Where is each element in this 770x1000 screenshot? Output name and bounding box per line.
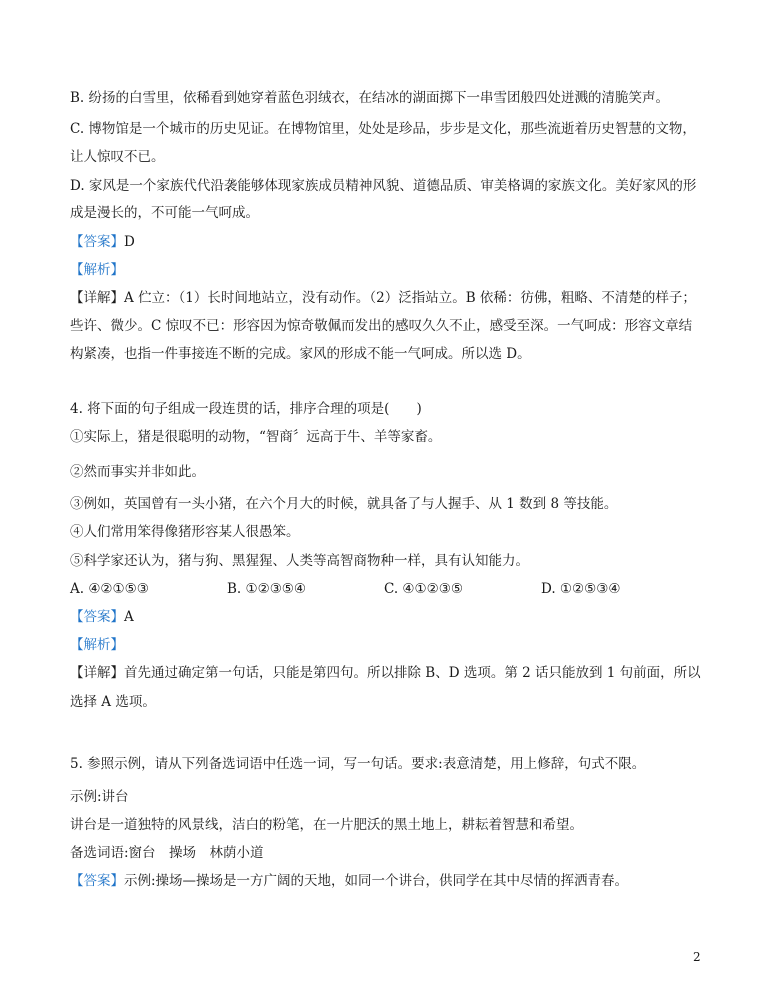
- q4-detail-line1: [70, 663, 710, 683]
- q3-detail-line2: 些许、微少。C 惊叹不已：形容因为惊奇敬佩而发出的感叹久久不止，感受至深。一气呵成：形容文章结: [70, 318, 693, 334]
- q4-sentence-1: ①实际上，猪是很聪明的动物，“智商〞远高于牛、羊等家畜。: [70, 429, 442, 445]
- q3-option-d-line2: 成是漫长的，不可能一气呵成。: [70, 205, 259, 221]
- q4-sentence-2: ②然而事实并非如此。: [70, 464, 205, 480]
- q4-analysis: [70, 635, 710, 655]
- q4-sentence-4: ④人们常用笨得像猪形容某人很愚笨。: [70, 524, 300, 540]
- q5-example-label: 示例:讲台: [70, 789, 129, 805]
- q4-option-c: C. ④①②③⑤: [384, 581, 463, 597]
- detail-text: 首先通过确定第一句话，只能是第四句。所以排除 B、D 选项。第 2 话只能放到 1 句前面，所以: [124, 665, 701, 681]
- q3-analysis: [70, 260, 710, 280]
- answer-tag: 【答案】: [70, 609, 124, 625]
- q4-stem: 4. 将下面的句子组成一段连贯的话，排序合理的项是( ): [70, 401, 422, 417]
- q4-answer: [70, 607, 710, 627]
- q4-option-b: B. ①②③⑤④: [227, 581, 307, 597]
- q3-detail-line3: 构紧凑，也指一件事接连不断的完成。家风的形成不能一气呵成。所以选 D。: [70, 346, 531, 362]
- q4-option-d: D. ①②⑤③④: [541, 581, 621, 597]
- q5-example-text: 讲台是一道独特的风景线，洁白的粉笔，在一片肥沃的黑土地上，耕耘着智慧和希望。: [70, 817, 583, 833]
- q4-option-a: A. ④②①⑤③: [70, 581, 149, 597]
- detail-tag: 【详解】: [70, 665, 124, 681]
- q3-option-b: B. 纷扬的白雪里，依稀看到她穿着蓝色羽绒衣，在结冰的湖面掷下一串雪团般四处迸溅的清脆笑声。: [70, 90, 670, 106]
- q3-detail-line1: [70, 288, 710, 308]
- q5-stem: 5. 参照示例，请从下列备选词语中任选一词，写一句话。要求:表意清楚，用上修辞，句式不限。: [70, 756, 646, 772]
- analysis-tag: 【解析】: [70, 262, 124, 278]
- q3-option-c-line1: C. 博物馆是一个城市的历史见证。在博物馆里，处处是珍品，步步是文化，那些流逝着历史智慧的文物，: [70, 121, 696, 137]
- q4-sentence-3: ③例如，英国曾有一头小猪，在六个月大的时候，就具备了与人握手、从 1 数到 8 等技能。: [70, 496, 618, 512]
- answer-value: 示例:操场—操场是一方广阔的天地，如同一个讲台，供同学在其中尽情的挥洒青春。: [124, 873, 629, 889]
- q3-option-d-line1: D. 家风是一个家族代代沿袭能够体现家族成员精神风貌、道德品质、审美格调的家族文化。美好家风的形: [70, 178, 697, 194]
- detail-tag: 【详解】: [70, 290, 124, 306]
- answer-tag: 【答案】: [70, 234, 124, 250]
- q4-detail-line2: 选择 A 选项。: [70, 694, 156, 710]
- answer-value: A: [124, 609, 134, 625]
- detail-text: A 伫立：（1）长时间地站立，没有动作。（2）泛指站立。B 依稀：彷佛，粗略、不清楚的样子；: [124, 290, 696, 306]
- q5-answer: [70, 871, 710, 891]
- analysis-tag: 【解析】: [70, 637, 124, 653]
- q5-candidates: 备选词语:窗台 操场 林荫小道: [70, 845, 264, 861]
- page-number: 2: [693, 950, 701, 964]
- q4-sentence-5: ⑤科学家还认为，猪与狗、黑猩猩、人类等高智商物种一样，具有认知能力。: [70, 553, 529, 569]
- q3-answer: [70, 232, 710, 252]
- answer-tag: 【答案】: [70, 873, 124, 889]
- q3-option-c-line2: 让人惊叹不已。: [70, 149, 165, 165]
- answer-value: D: [124, 234, 135, 250]
